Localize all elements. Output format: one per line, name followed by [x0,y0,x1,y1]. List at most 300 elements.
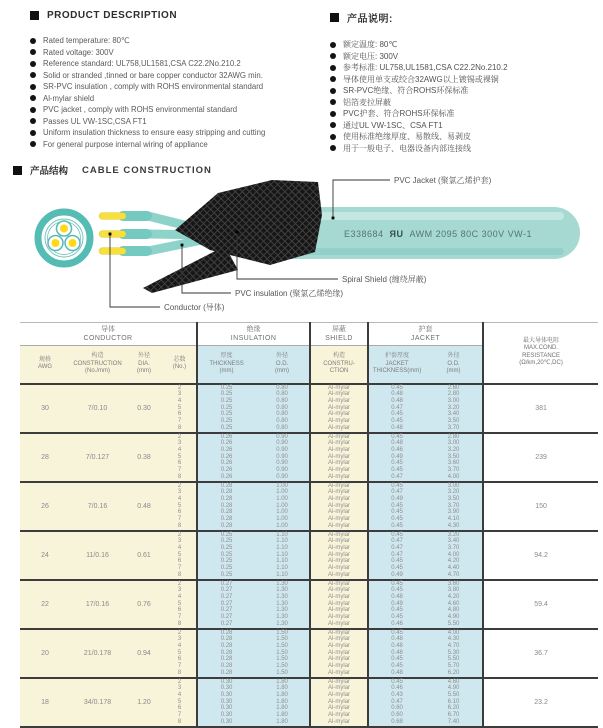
cores-value: 8 [177,473,182,480]
jacket-od-value: 3.00 [447,440,460,447]
cores-value: 6 [177,656,182,663]
jacket-thickness-value: 0.46 [391,685,403,692]
jacket-thickness-value: 0.48 [391,636,403,643]
insulation-thickness-value: 0.25 [220,558,233,565]
list-item [30,104,322,116]
dia-value: 0.76 [125,580,163,629]
insulation-thickness-value: 0.28 [220,509,233,516]
insulation-od-value: 0.90 [276,467,288,474]
insulation-od [255,629,310,678]
insulation-od-value: 1.50 [276,663,288,670]
cores-value: 6 [177,705,182,712]
jacket-callout-label: PVC Jacket (聚氯乙烯护套) [394,176,492,185]
jacket-od-value: 3.00 [447,482,460,489]
cable-cross-section [38,212,90,264]
jacket-od-value: 6.70 [447,712,460,719]
bullet-icon [330,122,336,128]
bullet-icon [30,95,36,101]
jacket-od-value: 3.70 [447,424,460,431]
dia-value: 0.94 [125,629,163,678]
jacket-od-value: 4.70 [447,571,460,578]
cores-value: 8 [177,571,182,578]
dia-header: 外径 DIA. (mm) [125,346,163,384]
list-item-text: PVC护套、符合ROHS环保标准 [343,109,455,118]
insulation-thickness-value: 0.28 [220,502,233,509]
shield-construction-value: Al-mylar [328,446,351,453]
cores-value: 8 [177,424,182,431]
insulation-od-value: 1.00 [276,495,288,502]
shield-construction-value: Al-mylar [328,384,351,391]
insulation-thickness-value: 0.27 [220,593,233,600]
bullet-icon [330,65,336,71]
jacket-thickness-value: 0.49 [391,571,403,578]
jacket-od-value: 3.20 [447,404,460,411]
insulation-thickness-value: 0.26 [220,453,233,460]
insulation-od-value: 1.10 [276,551,288,558]
insulation-thickness-value: 0.25 [220,544,233,551]
shield-construction-value: Al-mylar [328,607,351,614]
shield-construction-value: Al-mylar [328,642,351,649]
jacket-od-value: 3.70 [447,502,460,509]
insulation-od-value: 1.80 [276,698,288,705]
jacket-thickness-value: 0.47 [391,538,403,545]
jacket-thickness [368,433,425,482]
product-notes-cn-title: 产品说明: [347,14,393,25]
shield-construction-value: Al-mylar [328,663,351,670]
insulation-od-value: 1.80 [276,712,288,719]
shield-construction-value: Al-mylar [328,705,351,712]
list-item [30,81,322,93]
jacket-thickness-header: 护套厚度 JACKET THICKNESS(mm) [368,346,425,384]
jacket-thickness-value: 0.45 [391,502,403,509]
jacket-thickness-value: 0.48 [391,397,403,404]
shield-construction-value: Al-mylar [328,551,351,558]
insulation-thickness-value: 0.28 [220,669,233,676]
awg-row-group [20,580,598,629]
cores-value: 4 [177,544,182,551]
cores-value: 5 [177,551,182,558]
construction-value: 17/0.16 [70,580,125,629]
shield-construction-value: Al-mylar [328,636,351,643]
list-item-text: Uniform insulation thickness to ensure easy stripping and cutting [43,128,266,137]
insulation-thickness-value: 0.25 [220,538,233,545]
dia-value: 0.38 [125,433,163,482]
shield-construction-value: Al-mylar [328,678,351,685]
list-item-text: 额定温度: 80℃ [343,40,398,49]
jacket-thickness-value: 0.45 [391,580,403,587]
insulation-od-value: 1.00 [276,516,288,523]
cores-value: 2 [177,629,182,636]
shield-construction-value: Al-mylar [328,691,351,698]
jacket-thickness-value: 0.47 [391,404,403,411]
insulation-thickness-value: 0.28 [220,663,233,670]
insulation-od-value: 0.90 [276,473,288,480]
jacket-thickness-value: 0.45 [391,433,403,440]
insulation-thickness-value: 0.26 [220,440,233,447]
cores-value: 3 [177,440,182,447]
list-item-text: Passes UL VW-1SC,CSA FT1 [43,116,147,126]
insulation-od [255,482,310,531]
awg-row-group [20,531,598,580]
bullet-icon [30,107,36,113]
insulation-thickness-value: 0.28 [220,656,233,663]
jacket-thickness-value: 0.47 [391,698,403,705]
cores-value: 4 [177,642,182,649]
insulation-thickness-value: 0.28 [220,629,233,636]
awg-value: 26 [20,482,70,531]
product-description-heading [30,10,322,21]
cores-value: 2 [177,580,182,587]
shield-construction-value: Al-mylar [328,614,351,621]
shield-construction-value: Al-mylar [328,516,351,523]
cores [163,580,197,629]
awg-value: 24 [20,531,70,580]
shield-construction-value: Al-mylar [328,404,351,411]
insulation-od-value: 1.80 [276,678,288,685]
bullet-icon [330,134,336,140]
insulation-thickness-value: 0.28 [220,495,233,502]
insulation-thickness-value: 0.27 [220,600,233,607]
shield-construction [310,384,368,433]
cable-spec-table [20,322,598,728]
insulation-thickness-value: 0.27 [220,620,233,627]
insulation-thickness-value: 0.27 [220,587,233,594]
insulation-thickness-value: 0.28 [220,482,233,489]
insulation-thickness-value: 0.30 [220,691,233,698]
shield-construction-value: Al-mylar [328,509,351,516]
shield-construction-value: Al-mylar [328,495,351,502]
jacket-thickness-value: 0.48 [391,440,403,447]
bullet-icon [330,111,336,117]
insulation-od-value: 0.90 [276,453,288,460]
jacket-od-value: 7.40 [447,718,460,725]
list-item [330,143,595,155]
jacket-od-value: 4.20 [447,558,460,565]
list-item [30,70,322,82]
jacket-thickness-value: 0.45 [391,411,403,418]
jacket-od-value: 3.80 [447,587,460,594]
jacket-thickness-value: 0.45 [391,418,403,425]
insulation-od-value: 1.10 [276,571,288,578]
jacket-od-value: 6.20 [447,669,460,676]
cores [163,433,197,482]
insulation-thickness-value: 0.25 [220,391,233,398]
insulation-thickness-value: 0.30 [220,685,233,692]
shield-construction-value: Al-mylar [328,712,351,719]
jacket-thickness-value: 0.45 [391,629,403,636]
shield-group-header: 屏蔽 SHIELD [310,323,368,346]
bullet-icon [30,118,36,124]
insulation-thickness-value: 0.27 [220,580,233,587]
list-item-text: Solid or stranded ,tinned or bare copper conductor 32AWG min. [43,70,263,80]
insulation-thickness [197,482,255,531]
group-header-row [20,323,598,346]
list-item [30,47,322,59]
shield-construction-value: Al-mylar [328,424,351,431]
cores-value: 7 [177,663,182,670]
jacket-od [425,433,483,482]
jacket-od-value: 3.50 [447,418,460,425]
jacket-thickness-value: 0.45 [391,678,403,685]
product-description-list [30,35,322,150]
jacket-od-value: 4.90 [447,685,460,692]
insulation-thickness-value: 0.30 [220,678,233,685]
resistance-value: 59.4 [483,580,598,629]
cores-value: 4 [177,495,182,502]
jacket-od [425,678,483,727]
insulation-od-value: 1.50 [276,649,288,656]
shield-construction [310,531,368,580]
jacket-thickness-value: 0.45 [391,482,403,489]
insulation-thickness-value: 0.30 [220,698,233,705]
cores-value: 3 [177,685,182,692]
construction-value: 7/0.10 [70,384,125,433]
cores-value: 7 [177,565,182,572]
construction-value: 21/0.178 [70,629,125,678]
insulation-thickness-value: 0.28 [220,642,233,649]
jacket-od [425,629,483,678]
jacket-od-value: 4.40 [447,565,460,572]
shield-construction-value: Al-mylar [328,656,351,663]
shield-construction-value: Al-mylar [328,698,351,705]
cores-header: 芯数 (No.) [163,346,197,384]
insulation-od-value: 1.10 [276,531,288,538]
jacket-group-header: 护套 JACKET [368,323,483,346]
dia-value: 0.30 [125,384,163,433]
jacket-od-value: 2.60 [447,384,460,391]
jacket-thickness-value: 0.45 [391,467,403,474]
list-item-text: 使用标准绝缘厚度、易散线、易剥皮 [343,132,471,141]
shield-construction-value: Al-mylar [328,440,351,447]
insulation-od-value: 1.80 [276,691,288,698]
list-item [330,131,595,143]
shield-construction-value: Al-mylar [328,397,351,404]
cores-value: 3 [177,636,182,643]
insulation-thickness [197,531,255,580]
shield-construction-value: Al-mylar [328,502,351,509]
insulation-thickness-value: 0.25 [220,551,233,558]
jacket-od-value: 3.60 [447,580,460,587]
cores-value: 7 [177,614,182,621]
list-item-text: 额定电压: 300V [343,51,399,61]
cores [163,678,197,727]
insulation-od-value: 1.80 [276,718,288,725]
insulation-od-value: 1.00 [276,522,288,529]
list-item-text: Al-mylar shield [43,93,95,103]
shield-construction-value: Al-mylar [328,593,351,600]
list-item-text: Rated voltage: 300V [43,47,114,57]
jacket-od-value: 2.80 [447,391,460,398]
cores-value: 4 [177,691,182,698]
cores-value: 7 [177,418,182,425]
insulation-od-value: 1.30 [276,587,288,594]
jacket-thickness-value: 0.46 [391,620,403,627]
insulation-thickness-header: 厚度 THICKNESS (mm) [197,346,255,384]
awg-value: 22 [20,580,70,629]
insulation-od-value: 0.80 [276,391,288,398]
list-item [330,120,595,132]
bullet-icon [330,145,336,151]
cores-value: 8 [177,669,182,676]
insulation-od-value: 1.10 [276,544,288,551]
list-item [30,35,322,47]
dia-value: 1.20 [125,678,163,727]
awg-row-group [20,433,598,482]
insulation-od-value: 1.80 [276,685,288,692]
insulation-od-value: 0.80 [276,397,288,404]
insulation-od-value: 0.90 [276,433,288,440]
cores-value: 2 [177,678,182,685]
shield-construction-value: Al-mylar [328,433,351,440]
jacket-thickness-value: 0.45 [391,558,403,565]
jacket-thickness-value: 0.47 [391,489,403,496]
list-item-text: Rated temperature: 80℃ [43,36,130,45]
insulation-thickness-value: 0.26 [220,467,233,474]
shield-construction-value: Al-mylar [328,571,351,578]
list-item-text: Reference standard: UL758,UL1581,CSA C22.2No.210.2 [43,59,241,68]
insulation-thickness-value: 0.26 [220,433,233,440]
cores-value: 7 [177,467,182,474]
jacket-thickness-value: 0.49 [391,600,403,607]
jacket-thickness-value: 0.48 [391,391,403,398]
insulation-od-value: 0.80 [276,404,288,411]
cores-value: 3 [177,489,182,496]
conductor-tip [99,231,126,238]
jacket-thickness-value: 0.68 [391,718,403,725]
cores-value: 5 [177,404,182,411]
resistance-value: 239 [483,433,598,482]
cores-value: 4 [177,446,182,453]
jacket-od-value: 3.20 [447,489,460,496]
shield-callout-label: Spiral Shield (缠绕屏蔽) [342,275,427,284]
jacket-thickness-value: 0.45 [391,460,403,467]
list-item-text: PVC jacket , comply with ROHS environmental standard [43,105,238,114]
cores-value: 3 [177,391,182,398]
cores-value: 5 [177,698,182,705]
insulation-group-header: 绝缘 INSULATION [197,323,310,346]
awg-row-group [20,384,598,433]
product-notes-cn-heading [330,10,595,25]
cores-value: 6 [177,509,182,516]
jacket-od-value: 3.00 [447,397,460,404]
jacket-thickness-value: 0.48 [391,642,403,649]
awg-row-group [20,482,598,531]
insulation-thickness-value: 0.25 [220,531,233,538]
cores-value: 3 [177,538,182,545]
insulation-od-value: 1.30 [276,607,288,614]
insulation-od-header: 外径 O.D. (mm) [255,346,310,384]
jacket-od-value: 6.10 [447,698,460,705]
jacket-thickness-value: 0.49 [391,453,403,460]
cores-value: 4 [177,397,182,404]
jacket-thickness-value: 0.45 [391,509,403,516]
cores-value: 5 [177,649,182,656]
jacket-od [425,384,483,433]
jacket-thickness-value: 0.60 [391,712,403,719]
list-item-text: 通过UL VW-1SC、CSA FT1 [343,120,443,130]
jacket-thickness [368,384,425,433]
list-item-text: 参考标准: UL758,UL1581,CSA C22.2No.210.2 [343,63,508,72]
shield-construction-value: Al-mylar [328,718,351,725]
ul-mark-icon: ЯU [389,229,404,239]
jacket-od-header: 外径 O.D. (mm) [425,346,483,384]
list-item [30,127,322,139]
cable-wire-ends [99,211,152,256]
insulation-od-value: 0.90 [276,446,288,453]
list-item [30,116,322,128]
insulation-thickness-value: 0.25 [220,565,233,572]
jacket-od-value: 4.00 [447,629,460,636]
jacket-thickness-value: 0.45 [391,663,403,670]
insulation-od-value: 1.30 [276,614,288,621]
jacket-od-value: 3.20 [447,446,460,453]
cores-value: 7 [177,516,182,523]
cable-print-text: E338684 ЯU AWM 2095 80C 300V VW-1 [343,229,533,239]
insulation-od-value: 0.80 [276,411,288,418]
awg-header: 规格 AWG [20,346,70,384]
jacket-od-value: 2.80 [447,433,460,440]
shield-construction-value: Al-mylar [328,587,351,594]
insulation-od [255,384,310,433]
shield-construction-value: Al-mylar [328,531,351,538]
insulation-od-value: 1.10 [276,565,288,572]
jacket-od-value: 6.20 [447,705,460,712]
insulation-od-value: 1.30 [276,593,288,600]
list-item [330,62,595,74]
insulation-od-value: 0.80 [276,418,288,425]
insulation-od-value: 1.00 [276,489,288,496]
jacket-thickness-value: 0.47 [391,473,403,480]
jacket-thickness [368,531,425,580]
bullet-icon [330,76,336,82]
insulation-thickness [197,629,255,678]
jacket-od-value: 5.50 [447,691,460,698]
construction-header: 构造 CONSTRUCTION (No./mm) [70,346,125,384]
jacket-od-value: 5.50 [447,620,460,627]
insulation-od-value: 1.50 [276,636,288,643]
dia-value: 0.48 [125,482,163,531]
jacket-thickness-value: 0.45 [391,522,403,529]
insulation-thickness-value: 0.28 [220,516,233,523]
shield-construction-value: Al-mylar [328,473,351,480]
insulation-od [255,678,310,727]
jacket-od-value: 4.00 [447,473,460,480]
insulation-od-value: 1.30 [276,620,288,627]
cable-table-body [20,384,598,727]
insulation-od [255,433,310,482]
jacket-od-value: 4.90 [447,614,460,621]
shield-construction [310,580,368,629]
shield-construction-value: Al-mylar [328,565,351,572]
insulation-od-value: 1.50 [276,629,288,636]
shield-construction [310,678,368,727]
shield-construction-value: Al-mylar [328,453,351,460]
cores-value: 5 [177,600,182,607]
jacket-thickness-value: 0.45 [391,607,403,614]
bullet-icon [30,49,36,55]
insulation-thickness [197,678,255,727]
construction-value: 34/0.178 [70,678,125,727]
awg-row-group [20,629,598,678]
jacket-od-value: 3.60 [447,460,460,467]
shield-construction-value: Al-mylar [328,418,351,425]
insulation-od [255,580,310,629]
jacket-thickness-value: 0.48 [391,424,403,431]
resistance-value: 94.2 [483,531,598,580]
list-item [30,93,322,105]
bullet-icon [330,53,336,59]
cores-value: 2 [177,433,182,440]
